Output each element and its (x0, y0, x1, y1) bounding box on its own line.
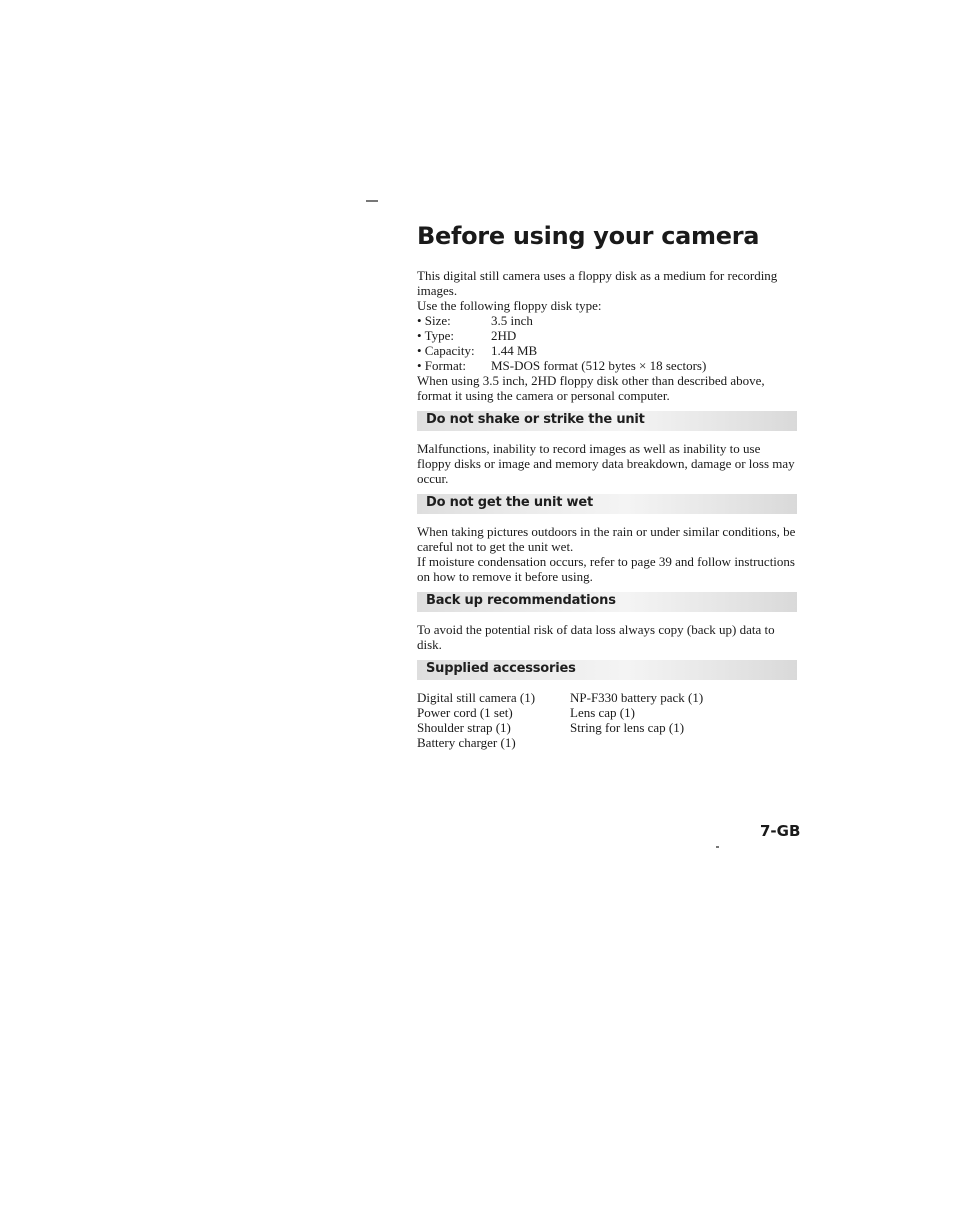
spec-row (417, 328, 797, 343)
accessory-item: Shoulder strap (1) (417, 720, 511, 735)
spec-value: 2HD (491, 328, 517, 343)
accessory-item: NP-F330 battery pack (1) (570, 690, 704, 705)
spec-row (417, 358, 797, 373)
intro-paragraph: Use the following floppy disk type: (417, 298, 602, 313)
accessory-item: Lens cap (1) (570, 705, 635, 720)
accessory-item: String for lens cap (1) (570, 720, 685, 735)
section-body: If moisture condensation occurs, refer to page 39 and follow instructions on how to remove it before using. (417, 554, 795, 584)
accessories-list (417, 690, 797, 750)
spec-value: MS-DOS format (512 bytes × 18 sectors) (491, 358, 707, 373)
spec-label: • Type: (417, 328, 454, 343)
format-note: When using 3.5 inch, 2HD floppy disk other than described above, format it using the camera or personal computer. (417, 373, 765, 403)
accessory-item: Battery charger (1) (417, 735, 516, 750)
section-heading-label: Do not get the unit wet (426, 495, 593, 510)
accessory-item: Digital still camera (1) (417, 690, 536, 705)
section-body: Malfunctions, inability to record images as well as inability to use floppy disks or image and memory data breakdown, damage or loss may occur. (417, 441, 795, 486)
scan-mark (716, 846, 719, 848)
accessories-column (417, 690, 570, 750)
scan-mark (366, 200, 378, 202)
accessories-column (570, 690, 703, 750)
spec-value: 1.44 MB (491, 343, 538, 358)
spec-row (417, 313, 797, 328)
content-column (417, 222, 797, 750)
section-body: To avoid the potential risk of data loss always copy (back up) data to disk. (417, 622, 775, 652)
spec-label: • Format: (417, 358, 466, 373)
section-heading-label: Supplied accessories (426, 661, 576, 676)
spec-label: • Capacity: (417, 343, 475, 358)
section-heading-backup (417, 592, 797, 612)
accessory-item: Power cord (1 set) (417, 705, 513, 720)
section-heading-wet (417, 494, 797, 514)
intro-paragraph: This digital still camera uses a floppy disk as a medium for recording images. (417, 268, 778, 298)
spec-list (417, 313, 797, 373)
page-number: 7-GB (760, 822, 801, 840)
section-heading-accessories (417, 660, 797, 680)
spec-label: • Size: (417, 313, 451, 328)
spec-value: 3.5 inch (491, 313, 533, 328)
section-body: When taking pictures outdoors in the rain or under similar conditions, be careful not to get the unit wet. (417, 524, 796, 554)
section-heading-label: Do not shake or strike the unit (426, 412, 645, 427)
section-heading-shake (417, 411, 797, 431)
section-heading-label: Back up recommendations (426, 593, 616, 608)
page-title: Before using your camera (417, 222, 760, 250)
spec-row (417, 343, 797, 358)
